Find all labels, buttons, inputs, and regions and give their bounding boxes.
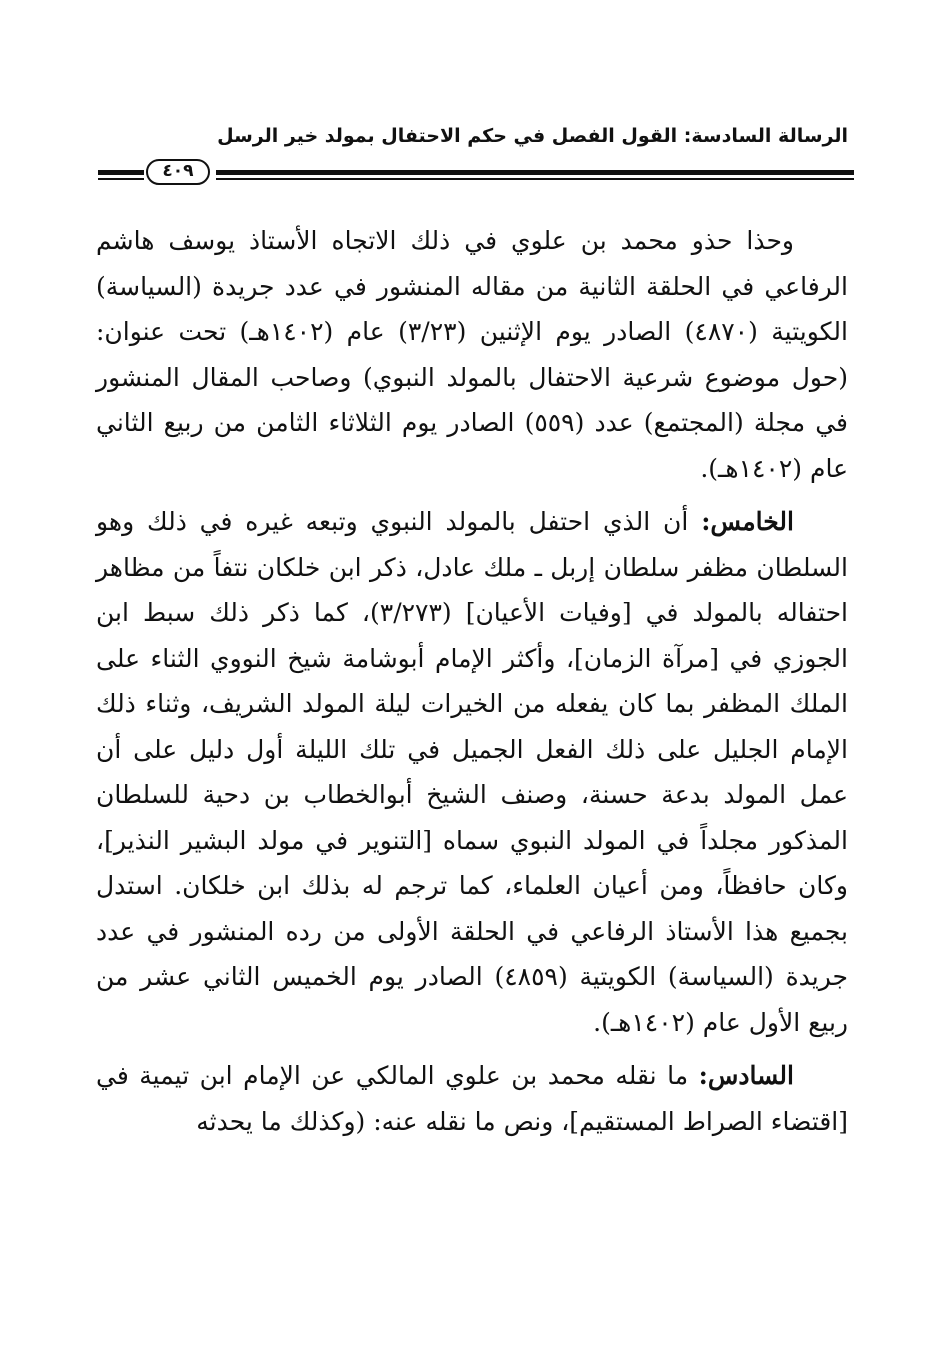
paragraph-2	[96, 499, 848, 1045]
paragraph-1-text: وحذا حذو محمد بن علوي في ذلك الاتجاه الأستاذ يوسف هاشم الرفاعي في الحلقة الثانية من مقاله المنشور في عدد جريدة (السياسة) الكويتية (٤٨٧٠) الصادر يوم الإثنين (٣/٢٣) عام (١٤٠٢هـ) تحت عنوان: (حول موضوع شرعية الاحتفال بالمولد النبوي) وصاحب المقال المنشور في مجلة (المجتمع) عدد (٥٥٩) الصادر يوم الثلاثاء الثامن من ربيع الثاني عام (١٤٠٢هـ).	[96, 226, 848, 483]
paragraph-3-text: ما نقله محمد بن علوي المالكي عن الإمام ابن تيمية في [اقتضاء الصراط المستقيم]، ونص ما نقله عنه: (وكذلك ما يحدثه	[96, 1061, 848, 1136]
header-rule-left-thin	[98, 178, 144, 180]
paragraph-3	[96, 1053, 848, 1144]
header-rule-right-thick	[216, 170, 854, 175]
header-rule	[98, 158, 854, 188]
header-rule-right-thin	[216, 178, 854, 180]
paragraph-2-text: أن الذي احتفل بالمولد النبوي وتبعه غيره في ذلك وهو السلطان مظفر سلطان إربل ـ ملك عادل، ذكر ابن خلكان نتفاً من مظاهر احتفاله بالمولد في [وفيات الأعيان] (٣/٢٧٣)، كما ذكر ذلك سبط ابن الجوزي في [مرآة الزمان]، وأكثر الإمام أبوشامة شيخ النووي الثناء على الملك المظفر بما كان يفعله من الخيرات ليلة المولد الشريف، وثناء ذلك الإمام الجليل على ذلك الفعل الجميل في تلك الليلة أول دليل على أن عمل المولد بدعة حسنة، وصنف الشيخ أبوالخطاب بن دحية للسلطان المذكور مجلداً في المولد النبوي سماه [التنوير في مولد البشير النذير]، وكان حافظاً، ومن أعيان العلماء، كما ترجم له بذلك ابن خلكان. استدل بجميع هذا الأستاذ الرفاعي في الحلقة الأولى من رده المنشور في عدد جريدة (السياسة) الكويتية (٤٨٥٩) الصادر يوم الخميس الثاني عشر من ربيع الأول عام (١٤٠٢هـ).	[96, 507, 848, 1037]
paragraph-3-lead: السادس:	[698, 1061, 794, 1090]
running-header: الرسالة السادسة: القول الفصل في حكم الاحتفال بمولد خير الرسل	[217, 125, 848, 147]
header-rule-left-thick	[98, 170, 144, 175]
page-number: ٤٠٩	[146, 159, 210, 185]
body-text	[96, 218, 848, 1144]
paragraph-1	[96, 218, 848, 491]
paragraph-2-lead: الخامس:	[701, 507, 794, 536]
